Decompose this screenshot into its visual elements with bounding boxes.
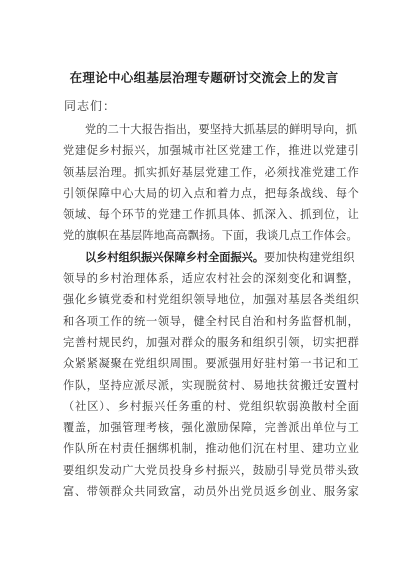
body-line: 领域、每个环节的党建工作抓具体、抓深入、抓到位，让 [63,208,359,222]
body-line-with-heading [63,247,359,268]
body-line: 党建促乡村振兴，加强城市社区党建工作，推进以党建引 [63,144,359,158]
body-line: 领基层治理。抓实抓好基层党建工作，必须找准党建工作 [63,165,359,179]
section-heading: 以乡村组织振兴保障乡村全面振兴。 [85,250,265,264]
body-line: 党的旗帜在基层阵地高高飘扬。下面，我谈几点工作体会。 [63,229,358,243]
body-line: 和各项工作的统一领导，健全村民自治和村务监督机制， [63,314,359,328]
body-line: 引领保障中心大局的切入点和着力点，把每条战线、每个 [63,186,359,200]
document-title: 在理论中心组基层治理专题研讨交流会上的发言 [69,70,339,85]
body-line: 完善村规民约，加强对群众的服务和组织引领，切实把群 [63,335,359,349]
body-line: 富、带领群众共同致富，动员外出党员返乡创业、服务家 [63,485,359,499]
body-line: 作队，坚持应派尽派，实现脱贫村、易地扶贫搬迁安置村 [63,378,359,392]
body-line: （社区）、乡村振兴任务重的村、党组织软弱涣散村全面 [63,399,359,413]
document-body [63,119,359,502]
salutation: 同志们： [64,99,117,113]
body-line: 要组织发动广大党员投身乡村振兴，鼓励引导党员带头致 [63,463,359,477]
body-line: 覆盖，加强管理考核，强化激励保障，完善派出单位与工 [63,421,359,435]
body-line-tail: 要加快构建党组织 [264,250,355,264]
body-line: 领导的乡村治理体系，适应农村社会的深刻变化和调整， [63,272,359,286]
body-line: 作队所在村责任捆绑机制，推动他们沉在村里、建功立业 [63,442,359,456]
body-line: 党的二十大报告指出，要坚持大抓基层的鲜明导向，抓 [85,123,358,136]
body-line: 强化乡镇党委和村党组织领导地位，加强对基层各类组织 [63,293,359,307]
body-line: 众紧紧凝聚在党组织周围。要派强用好驻村第一书记和工 [63,357,359,371]
